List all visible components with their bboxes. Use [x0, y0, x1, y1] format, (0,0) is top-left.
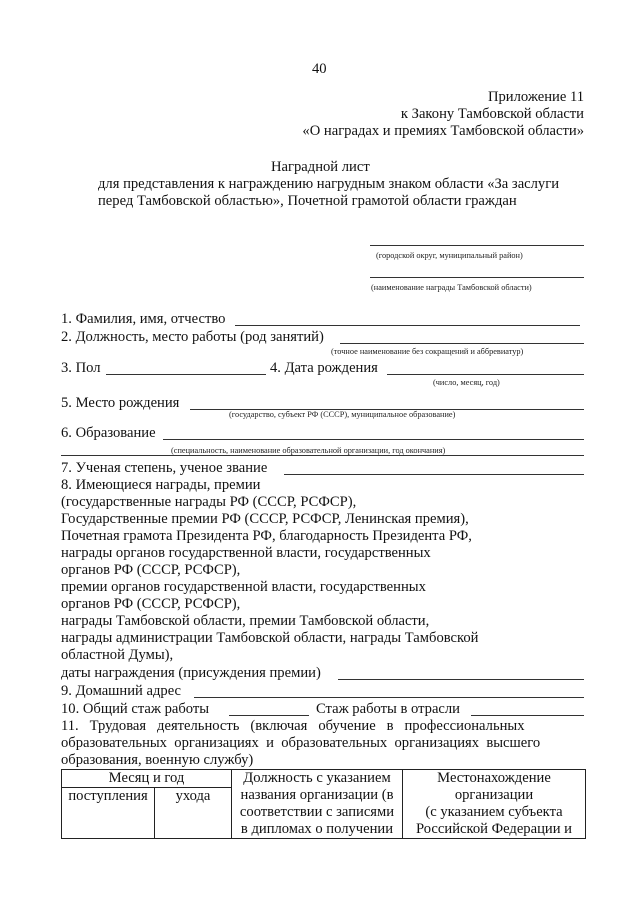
- location-header-line-2: (с указанием субъекта: [425, 804, 563, 820]
- district-caption: (городской округ, муниципальный район): [376, 251, 523, 260]
- field-full-name-label: 1. Фамилия, имя, отчество: [61, 311, 226, 327]
- field-awards-line-9: награды администрации Тамбовской области, награды Тамбовской: [61, 630, 479, 646]
- branch-experience-line[interactable]: [471, 715, 584, 716]
- field-degree-label: 7. Ученая степень, ученое звание: [61, 460, 268, 476]
- field-awards-line-0: 8. Имеющиеся награды, премии: [61, 477, 261, 493]
- page-number: 40: [312, 61, 327, 77]
- field-branch-experience-label: Стаж работы в отрасли: [316, 701, 460, 717]
- birthplace-caption: (государство, субъект РФ (СССР), муниципальное образование): [229, 410, 456, 419]
- degree-line[interactable]: [284, 474, 584, 475]
- field-experience-label: 10. Общий стаж работы: [61, 701, 210, 717]
- field-address-label: 9. Домашний адрес: [61, 683, 182, 699]
- award-name-line[interactable]: [370, 277, 584, 278]
- work-activity-table: [61, 769, 586, 839]
- awards-dates-line[interactable]: [338, 679, 584, 680]
- field-awards-dates-label: даты награждения (присуждения премии): [61, 665, 321, 681]
- field-sex-label: 3. Пол: [61, 360, 101, 376]
- address-line[interactable]: [194, 697, 584, 698]
- education-caption: (специальность, наименование образовательной организации, год окончания): [171, 446, 446, 455]
- position-caption: (точное наименование без сокращений и аббревиатур): [331, 347, 524, 356]
- field-birthplace-label: 5. Место рождения: [61, 395, 180, 411]
- field-work-activity-line-0: 11. Трудовая деятельность (включая обучение в профессиональных: [61, 718, 525, 734]
- field-education-label: 6. Образование: [61, 425, 156, 441]
- field-awards-line-3: Почетная грамота Президента РФ, благодарность Президента РФ,: [61, 528, 472, 544]
- field-awards-line-1: (государственные награды РФ (СССР, РСФСР),: [61, 494, 357, 510]
- field-awards-line-4: награды органов государственной власти, государственных: [61, 545, 431, 561]
- birth-date-caption: (число, месяц, год): [433, 378, 500, 387]
- field-awards-line-2: Государственные премии РФ (СССР, РСФСР, Ленинская премия),: [61, 511, 469, 527]
- position-header-line-1: названия организации (в: [240, 787, 394, 803]
- full-name-line[interactable]: [235, 325, 580, 326]
- form-subtitle-1: для представления к награждению нагрудным знаком области «За заслуги: [98, 176, 560, 192]
- field-awards-line-8: награды Тамбовской области, премии Тамбовской области,: [61, 613, 430, 629]
- location-header-line-3: Российской Федерации и: [416, 821, 572, 837]
- position-header: [232, 770, 403, 839]
- field-awards-line-6: премии органов государственной власти, государственных: [61, 579, 426, 595]
- appendix-line-2: к Закону Тамбовской области: [400, 106, 584, 122]
- field-work-activity-line-2: образования, военную службу): [61, 752, 254, 768]
- birth-date-line[interactable]: [387, 374, 584, 375]
- award-name-caption: (наименование награды Тамбовской области): [371, 283, 532, 292]
- position-header-line-2: соответствии с записями: [239, 804, 395, 820]
- position-line[interactable]: [340, 343, 584, 344]
- position-header-line-0: Должность с указанием: [243, 770, 391, 786]
- location-header: [403, 770, 586, 839]
- position-header-line-3: в дипломах о получении: [240, 821, 394, 837]
- field-work-activity-line-1: образовательных организациях и образовательных организациях высшего: [61, 735, 541, 751]
- field-awards-line-5: органов РФ (СССР, РСФСР),: [61, 562, 241, 578]
- form-title: Наградной лист: [271, 159, 370, 175]
- appendix-line-1: Приложение 11: [487, 89, 584, 105]
- experience-line[interactable]: [229, 715, 309, 716]
- field-awards-line-10: областной Думы),: [61, 647, 174, 663]
- district-line[interactable]: [370, 245, 584, 246]
- field-birth-date-label: 4. Дата рождения: [270, 360, 378, 376]
- month-year-header: Месяц и год: [62, 770, 232, 788]
- education-line-1[interactable]: [163, 439, 584, 440]
- appendix-line-3: «О наградах и премиях Тамбовской области»: [302, 123, 584, 139]
- leaving-header: ухода: [155, 788, 232, 839]
- admission-header: поступления: [62, 788, 155, 839]
- form-subtitle-2: перед Тамбовской областью», Почетной грамотой области граждан: [98, 193, 517, 209]
- location-header-line-0: Местонахождение: [437, 770, 551, 786]
- sex-line[interactable]: [106, 374, 266, 375]
- location-header-line-1: организации: [454, 787, 534, 803]
- field-position-label: 2. Должность, место работы (род занятий): [61, 329, 324, 345]
- field-awards-line-7: органов РФ (СССР, РСФСР),: [61, 596, 241, 612]
